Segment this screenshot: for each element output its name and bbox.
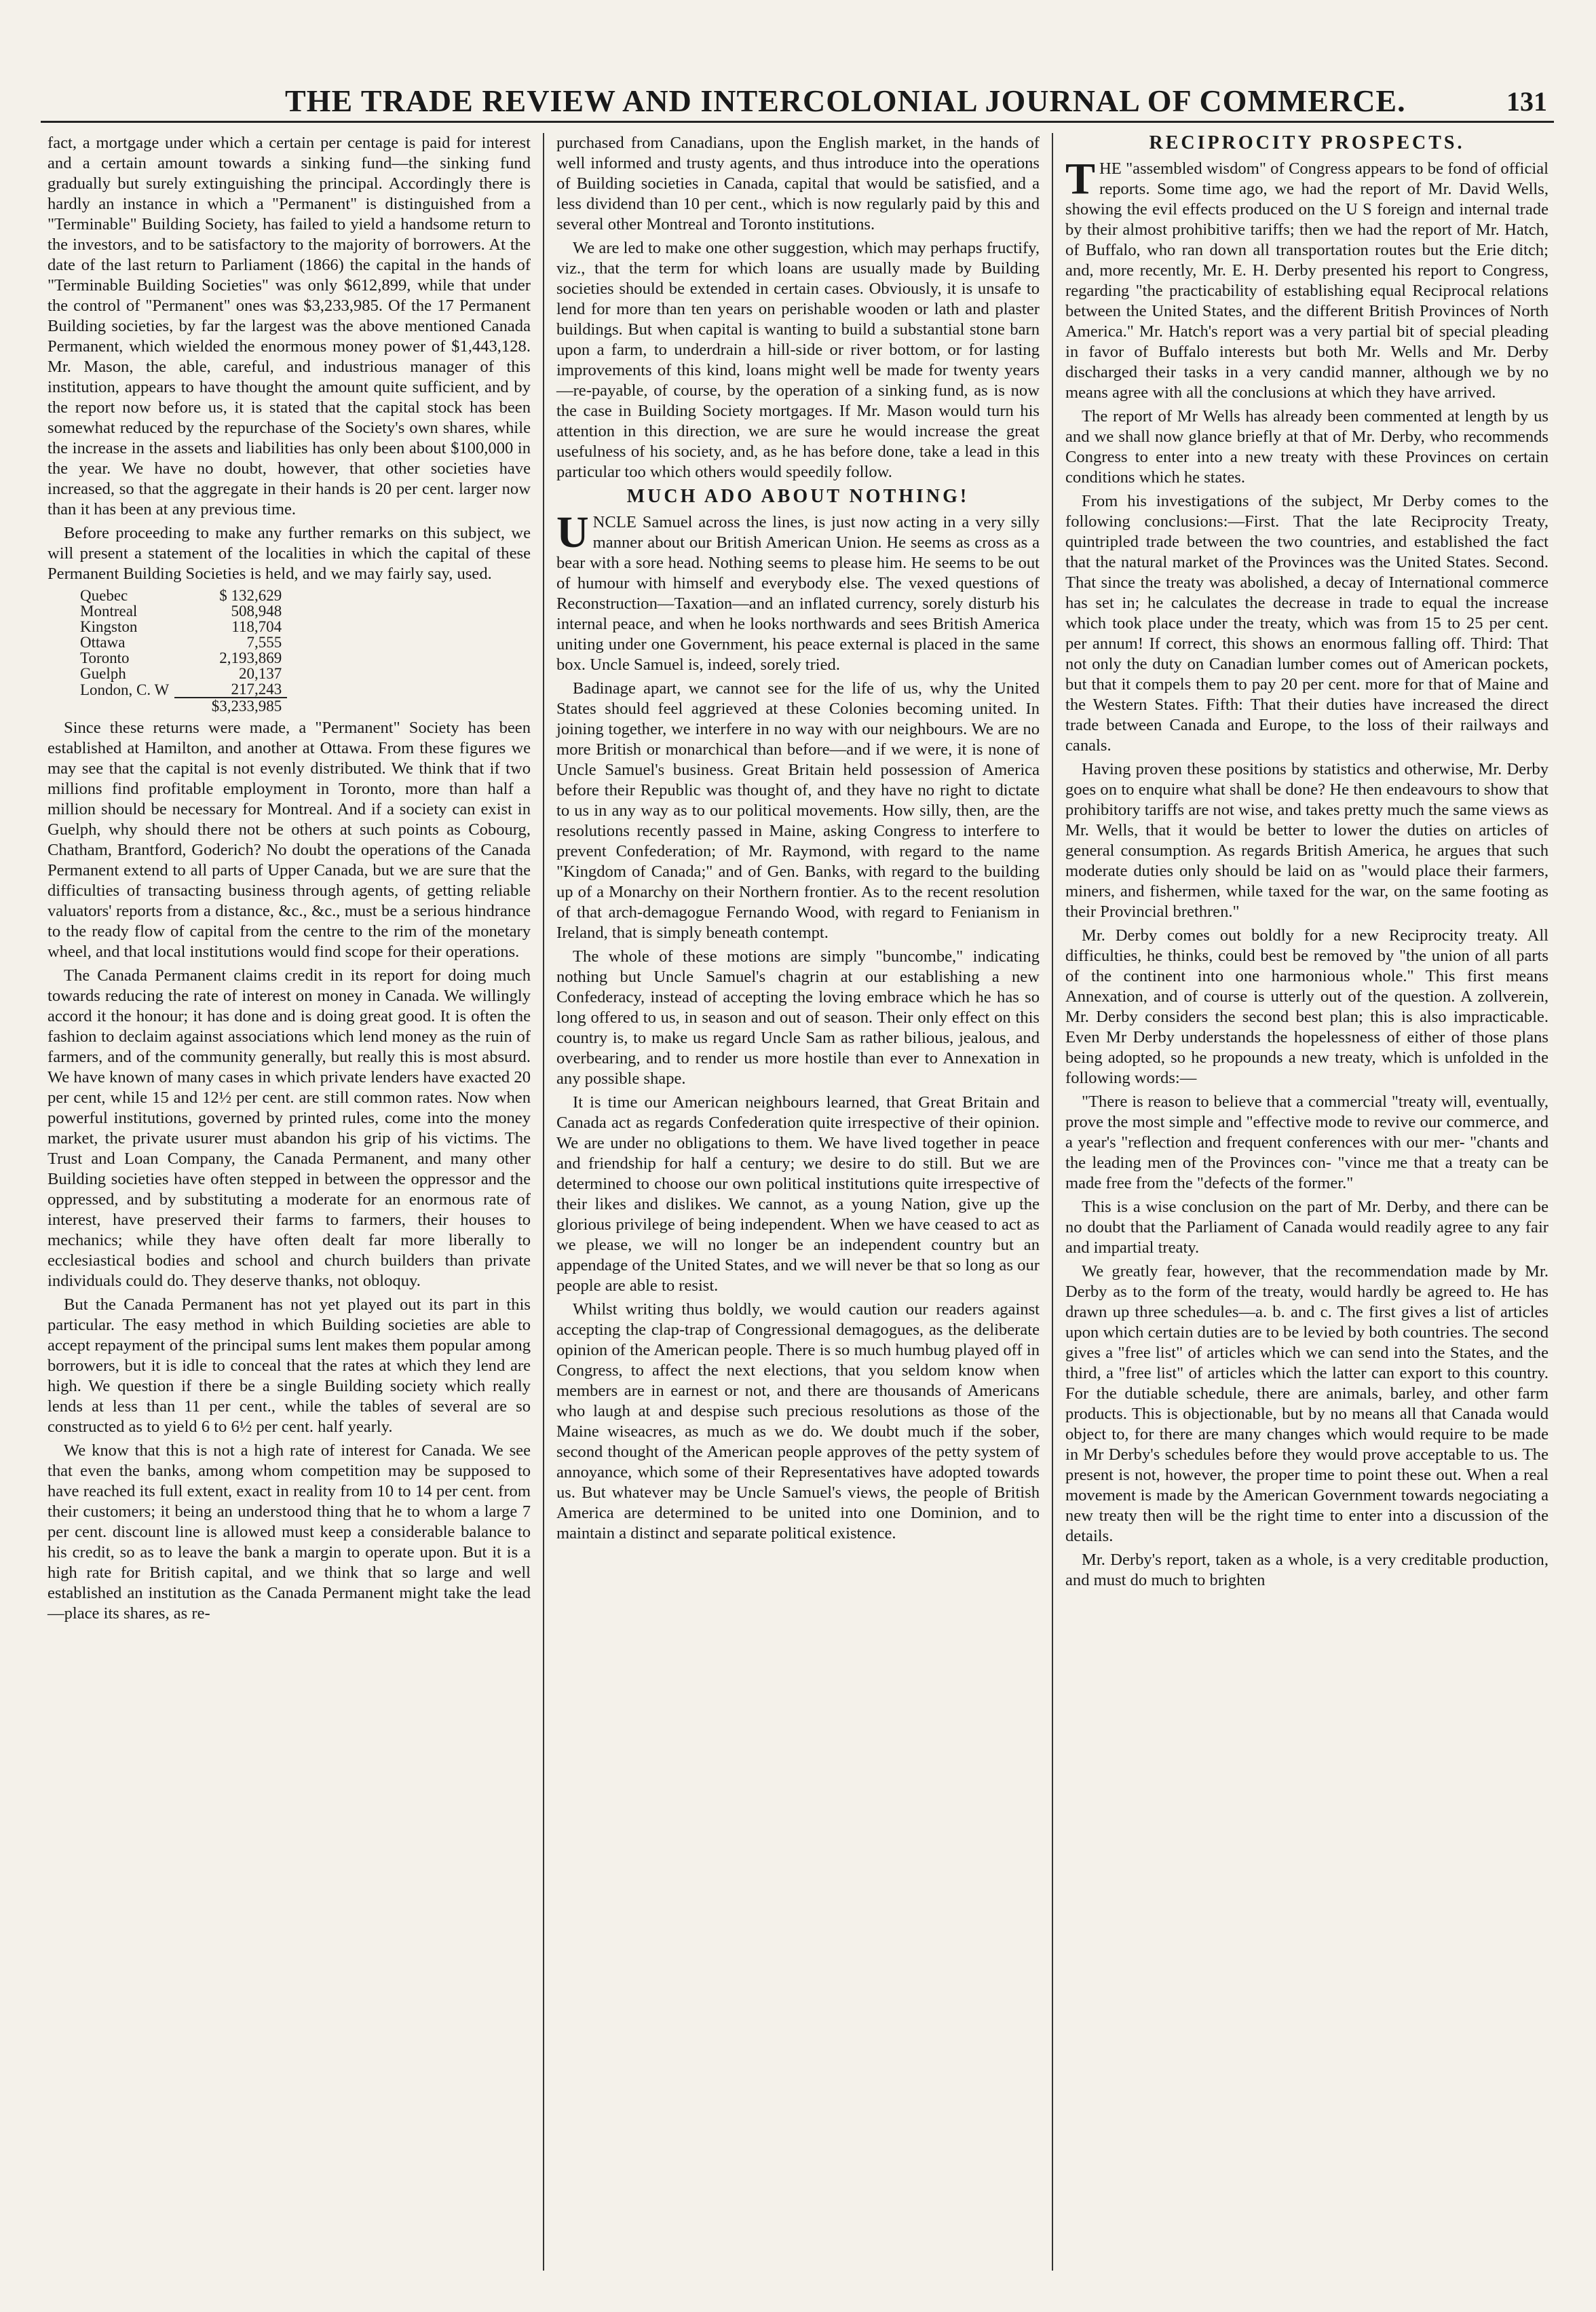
column-1 bbox=[48, 133, 531, 1627]
col3-paragraph-text: HE "assembled wisdom" of Congress appears to be fond of official reports. Some time ago, we had the report of Mr. David Wells, showing the evil effects produced on the U S foreign and internal trade by their almost prohibitive tariffs; then we had the report of Mr. Hatch, of Buffalo, who ran down all transportation routes but the Erie ditch; and, more recently, Mr. E. H. Derby presented his report to Congress, regarding "the practicability of establishing equal Reciprocal relations between the United States, and the different British Provinces of North America." Mr. Hatch's report was a very partial bit of special pleading in favor of Buffalo interests but both Mr. Wells and Mr. Derby discharged their tasks in a very candid manner, although we by no means agree with all the conclusions at which they have arrived. bbox=[1065, 159, 1548, 402]
column-3 bbox=[1065, 133, 1548, 1594]
city-cell: Kingston bbox=[80, 618, 138, 635]
masthead-title: THE TRADE REVIEW AND INTERCOLONIAL JOURNAL OF COMMERCE. bbox=[285, 83, 1406, 118]
table-row bbox=[75, 650, 287, 666]
article-heading-much-ado: MUCH ADO ABOUT NOTHING! bbox=[626, 486, 970, 507]
col3-paragraph: We greatly fear, however, that the recommendation made by Mr. Derby as to the form of the treaty, would hardly be agreed to. He has drawn up three schedules—a. b. and c. The first gives a list of articles upon which certain duties are to be levied by both countries. The second gives a "free list" of articles which we can send into the States, and the third, a "free list" of articles which the latter can export to this country. For the dutiable schedule, there are animals, barley, and other farm products. This is objectionable, but by no means all that Canada would object to, for there are many changes which would require to be made in Mr Derby's schedules before they would prove acceptable to us. The present is not, however, the proper time to point these out. When a real movement is made by the American Government towards negociating a new treaty then will be the right time to enter into a discussion of the details. bbox=[1065, 1262, 1548, 1545]
col2-paragraph: The whole of these motions are simply "buncombe," indicating nothing but Uncle Samuel's chagrin at our establishing a new Confederacy, instead of accepting the loving embrace which he has so long offered to us, in season and out of season. Their only effect on this country is, to make us regard Uncle Sam as rather bilious, jealous, and overbearing, and to render us more hostile than ever to Annexation in any possible shape. bbox=[556, 947, 1040, 1088]
article-heading-reciprocity: RECIPROCITY PROSPECTS. bbox=[1149, 132, 1465, 153]
table-total: $3,233,985 bbox=[174, 698, 287, 714]
column-divider bbox=[543, 133, 544, 2271]
amount-cell: $ 132,629 bbox=[219, 587, 282, 604]
col1-paragraph: fact, a mortgage under which a certain per centage is paid for interest and a certain amount towards a sinking fund—the sinking fund gradually but surely extinguishing the principal. Accordingly there is hardly an instance in which a "Permanent" is distinguished from a "Terminable" Building Society, has failed to yield a handsome return to the investors, and to be satisfactory to the majority of borrowers. At the date of the last return to Parliament (1866) the capital in the hands of "Terminable Building Societies" was only $612,899, while that under the control of "Permanent" ones was $3,233,985. Of the 17 Permanent Building societies, by far the largest was the above mentioned Canada Permanent, which wielded the enormous money power of $1,443,128. Mr. Mason, the able, careful, and industrious manager of this institution, appears to have thought the amount quite sufficient, and by the report now before us, it is stated that the capital stock has been somewhat reduced by the repurchase of the Society's own shares, while the increase in the assets and liabilities has only been about $100,000 in the year. We have no doubt, however, that other societies have increased, so that the aggregate in their hands is 20 per cent. larger now than it has been at any previous time. bbox=[48, 134, 531, 518]
amount-cell: 118,704 bbox=[231, 618, 282, 635]
col2-paragraph: Whilst writing thus boldly, we would caution our readers against accepting the clap-trap of Congressional demagogues, as the deliberate opinion of the American people. There is so much humbug played off in Congress, to affect the next elections, that you seldom know when members are in earnest or not, and there are thousands of Americans who laugh at and despise such precious resolutions as those of the Maine wiseacres, as much as we do. We doubt much if the sober, second thought of the American people approves of the petty system of annoyance, which some of their Representatives have adopted towards us. But whatever may be Uncle Samuel's views, the people of British America are determined to be united into one Dominion, and to maintain a distinct and separate political existence. bbox=[556, 1300, 1040, 1542]
col3-paragraph: This is a wise conclusion on the part of Mr. Derby, and there can be no doubt that the Parliament of Canada would readily agree to any fair and impartial treaty. bbox=[1065, 1198, 1548, 1257]
col1-paragraph: We know that this is not a high rate of interest for Canada. We see that even the banks, among whom competition may be supposed to have reached its full extent, exact in reality from 10 to 14 per cent. from their customers; it being an understood thing that he to whom a large 7 per cent. discount line is allowed must keep a considerable balance to his credit, so as to leave the bank a margin to operate upon. But it is a high rate for British capital, and we think that so large and well established an institution as the Canada Permanent might take the lead—place its shares, as re- bbox=[48, 1441, 531, 1623]
col1-paragraph: The Canada Permanent claims credit in its report for doing much towards reducing the rate of interest on money in Canada. We willingly accord it the honour; it has done and is doing great good. It is often the fashion to declaim against associations which lend money as the ruin of farmers, and of the community generally, but really this is most absurd. We have known of many cases in which private lenders have exacted 20 per cent, while 15 and 12½ per cent. are still common rates. Now when powerful institutions, governed by printed rules, come into the money market, the private usurer must abandon his grip of his victims. The Trust and Loan Company, the Canada Permanent, and many other Building societies have often stepped in between the oppressor and the oppressed, and by substituting a moderate for an enormous rate of interest, have preserved their farms to farmers, their houses to mechanics; while they have often dealt far more liberally to ecclesiastical bodies and school and church builders than private individuals could do. They deserve thanks, not obloquy. bbox=[48, 966, 531, 1290]
col3-paragraph bbox=[1065, 154, 1548, 403]
table-row bbox=[75, 666, 287, 681]
col1-paragraph: Before proceeding to make any further remarks on this subject, we will present a statement of the localities in which the capital of these Permanent Building Societies is held, and we may fairly say, used. bbox=[48, 524, 531, 583]
col3-paragraph: Mr. Derby's report, taken as a whole, is a very creditable production, and must do much to brighten bbox=[1065, 1551, 1548, 1589]
city-cell: Guelph bbox=[80, 665, 126, 682]
table-row bbox=[75, 619, 287, 634]
amount-cell: 2,193,869 bbox=[219, 649, 282, 666]
col1-paragraph: But the Canada Permanent has not yet played out its part in this particular. The easy method in which Building societies are able to accept repayment of the principal sums lent makes them popular among borrowers, but it is idle to conceal that the rates at which they lend are high. We question if there be a single Building society which really lends at less than 11 per cent., while the tables of several are so constructed as to yield 6 to 6½ per cent. half yearly. bbox=[48, 1295, 531, 1436]
table-row bbox=[75, 634, 287, 650]
city-cell: Toronto bbox=[80, 649, 130, 666]
amount-cell: 508,948 bbox=[231, 603, 282, 620]
col3-paragraph: From his investigations of the subject, Mr Derby comes to the following conclusions:—First. That the late Reciprocity Treaty, quintripled trade between the two countries, and established the fact that the natural market of the Provinces was the United States. Second. That since the treaty was abolished, a decay of International commerce has set in; he calculates the decrease in trade to equal the increase which took place under the treaty, which was from 15 to 25 per cent. per annum! If correct, this shows an enormous falling off. Third: That not only the duty on Canadian lumber comes out of American pockets, but that it compels them to pay 20 per cent. more for that of Maine and the Western States. Fifth: That their duties have increased the direct trade between Canada and Europe, to the loss of their railways and canals. bbox=[1065, 492, 1548, 755]
city-cell: London, C. W bbox=[80, 681, 170, 698]
col2-paragraph-text: NCLE Samuel across the lines, is just now acting in a very silly manner about our British American Union. He seems as cross as a bear with a sore head. Nothing seems to please him. He seems to be out of humour with himself and everybody else. The vexed questions of Reconstruction—Taxation—and an inflated currency, sorely disturb his internal peace, and when he looks northwards and sees British America uniting under one Government, his peace external is placed in the same box. Uncle Samuel is, indeed, sorely tried. bbox=[556, 513, 1040, 674]
column-divider bbox=[1052, 133, 1053, 2271]
block-quote: "There is reason to believe that a commercial "treaty will, eventually, prove the most simple and "effective mode to revive our commerce, and a year's "reflection and frequent conferences with our mer- "chants and the leading men of the Provinces con- "vince me that a treaty can be made free from the "defects of the former." bbox=[1065, 1093, 1548, 1192]
col3-paragraph: Having proven these positions by statistics and otherwise, Mr. Derby goes on to enquire what shall be done? He then endeavours to show that prohibitory tariffs are not wise, and takes pretty much the same views as Mr. Wells, that it would be better to lower the duties on articles of general consumption. As regards British America, he argues that such moderate duties only should be laid on as "would place their farmers, miners, and fishermen, while taxed for the war, on the same footing as their Provincial brethren." bbox=[1065, 760, 1548, 921]
drop-cap: T bbox=[1065, 154, 1096, 204]
col2-paragraph: It is time our American neighbours learned, that Great Britain and Canada act as regards Confederation quite irrespective of their opinion. We are under no obligations to them. We have lived together in peace and friendship for half a century; we desire to do still. But we are determined to choose our own political institutions quite irrespective of their likes and dislikes. We cannot, as a young Nation, give up the glorious privilege of being independent. When we have ceased to act as we please, we will no longer be an independent country but an appendage of the United States, and we will never be that so long as our people are able to resist. bbox=[556, 1093, 1040, 1295]
page-number: 131 bbox=[1506, 86, 1547, 117]
drop-cap: U bbox=[556, 508, 589, 557]
column-2 bbox=[556, 133, 1040, 1547]
col2-paragraph: Badinage apart, we cannot see for the life of us, why the United States should feel aggrieved at these Colonies becoming united. In joining together, we interfere in no way with our neighbours. We are no more British or monarchical than before—and if we were, it is none of Uncle Samuel's business. Great Britain held possession of America before their Republic was thought of, and they have no right to dictate to us in any way as to our political movements. How silly, then, are the resolutions recently passed in Maine, asking Congress to interfere to prevent Confederation; of Mr. Raymond, with regard to the name "Kingdom of Canada;" and of Gen. Banks, with regard to the building up of a Monarchy on their Northern frontier. As to the recent resolution of that arch-demagogue Fernando Wood, with regard to Fenianism in Ireland, that is simply beneath contempt. bbox=[556, 679, 1040, 942]
amount-cell: 7,555 bbox=[246, 634, 282, 651]
city-cell: Ottawa bbox=[80, 634, 126, 651]
amount-cell: 217,243 bbox=[231, 681, 282, 698]
table-row bbox=[75, 588, 287, 603]
table-row bbox=[75, 681, 287, 698]
col2-paragraph: purchased from Canadians, upon the English market, in the hands of well informed and trusty agents, and thus introduce into the operations of Building societies in Canada, capital that would be satisfied, and a less dividend than 10 per cent., which is now regularly paid by this and several other Montreal and Toronto institutions. bbox=[556, 134, 1040, 233]
col3-paragraph: The report of Mr Wells has already been commented at length by us and we shall now glance briefly at that of Mr. Derby, who recommends Congress to enter into a new treaty with these Provinces on certain conditions which he states. bbox=[1065, 407, 1548, 487]
table-total-row bbox=[75, 698, 287, 714]
capital-by-city-table bbox=[75, 588, 287, 714]
col2-paragraph bbox=[556, 508, 1040, 675]
amount-cell: 20,137 bbox=[238, 665, 282, 682]
col2-paragraph: We are led to make one other suggestion, which may perhaps fructify, viz., that the term for which loans are usually made by Building societies should be extended in certain cases. Obviously, it is unsafe to lend for more than ten years on perishable wooden or lath and plaster buildings. But when capital is wanting to build a substantial stone barn upon a farm, to underdrain a hill-side or river bottom, or for lasting improvements of this kind, loans might well be made for twenty years—re-payable, of course, by the operation of a sinking fund, as is now the case in Building Society mortgages. If Mr. Mason would turn his attention in this direction, we are sure he would increase the great usefulness of his society, and, as he has before done, take a lead in this particular too which others would speedily follow. bbox=[556, 239, 1040, 481]
masthead bbox=[41, 80, 1554, 123]
city-cell: Montreal bbox=[80, 603, 138, 620]
city-cell: Quebec bbox=[80, 587, 128, 604]
table-row bbox=[75, 603, 287, 619]
col1-paragraph: Since these returns were made, a "Permanent" Society has been established at Hamilton, and another at Ottawa. From these figures we may see that the capital is not evenly distributed. We think that if two millions find profitable employment in Toronto, more than half a million should be necessary for Montreal. And if a society can exist in Guelph, why should there not be others at such points as Cobourg, Chatham, Brantford, Goderich? No doubt the operations of the Canada Permanent extend to all parts of Upper Canada, but we are sure that the difficulties of transacting business through agents, of getting reliable valuators' reports from a distance, &c., &c., must be a serious hindrance to the ready flow of capital from the centre to the rim of the monetary wheel, and that local institutions would find scope for their operations. bbox=[48, 719, 531, 961]
col3-paragraph: Mr. Derby comes out boldly for a new Reciprocity treaty. All difficulties, he thinks, could best be removed by "the union of all parts of the continent into one harmonious whole." This first means Annexation, and of course is utterly out of the question. A zollverein, Mr. Derby considers the second best plan; this is also impracticable. Even Mr Derby understands the hopelessness of either of those plans being adopted, so he propounds a new treaty, which is unfolded in the following words:— bbox=[1065, 926, 1548, 1087]
